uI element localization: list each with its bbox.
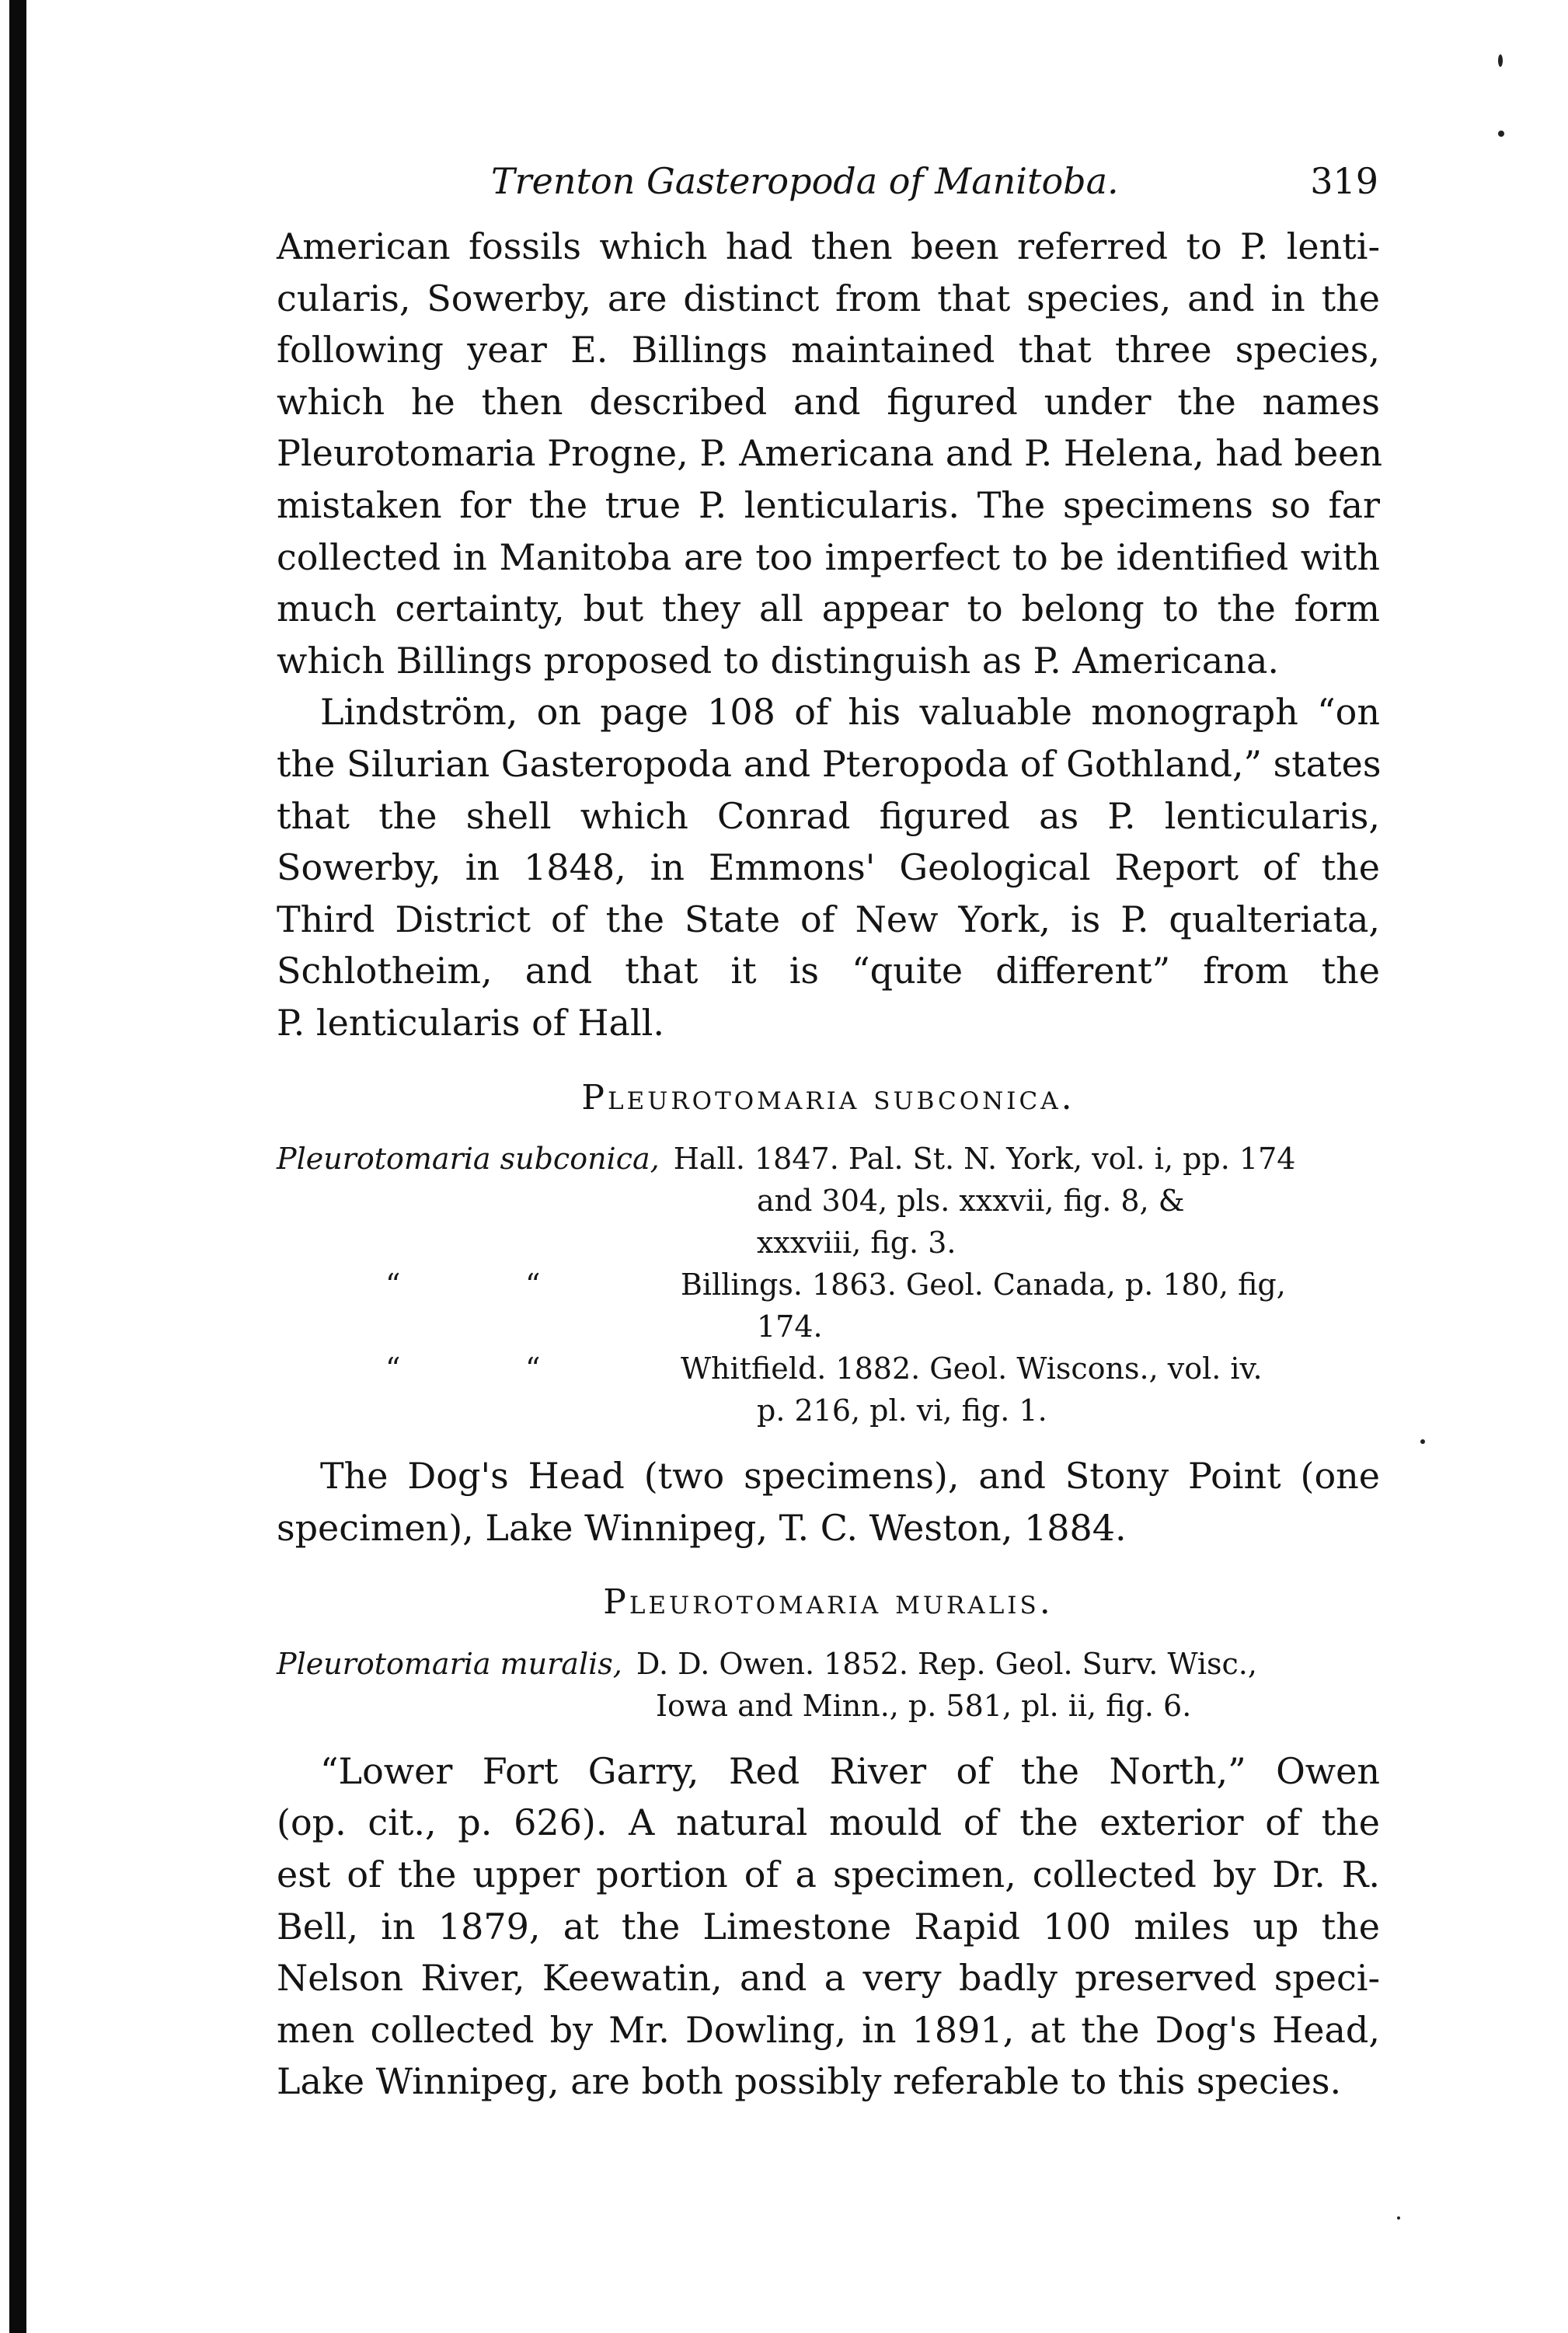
paragraph-subconica-locality	[277, 1450, 1380, 1554]
synonymy-continuation: xxxviii, fig. 3.	[757, 1226, 956, 1261]
species-heading-subconica: Pleurotomaria subconica.	[581, 1077, 1075, 1118]
text-line: est of the upper portion of a specimen, collected by Dr. R.	[277, 1853, 1380, 1896]
text-line: much certainty, but they all appear to belong to the form	[277, 588, 1380, 630]
text-line: men collected by Mr. Dowling, in 1891, at the Dog's Head,	[277, 2008, 1380, 2051]
synonymy-reference: Whitfield. 1882. Geol. Wiscons., vol. iv.	[681, 1351, 1263, 1386]
text-line: cularis, Sowerby, are distinct from that species, and in the	[277, 277, 1380, 319]
page-number: 319	[1310, 160, 1378, 202]
text-line: Lindström, on page 108 of his valuable monograph “on	[320, 691, 1380, 734]
synonymy-name: Pleurotomaria subconica,	[277, 1142, 660, 1177]
ditto-marks	[277, 1348, 681, 1390]
text-line: Third District of the State of New York, is P. qualteriata,	[277, 898, 1380, 940]
text-line: P. lenticularis of Hall.	[277, 1001, 665, 1044]
print-speck	[1420, 1439, 1425, 1444]
print-speck	[1498, 54, 1503, 67]
text-line: Nelson River, Keewatin, and a very badly preserved speci-	[277, 1957, 1380, 2000]
text-line: Schlotheim, and that it is “quite different” from the	[277, 950, 1380, 992]
paragraph-1	[277, 221, 1383, 686]
text-line: following year E. Billings maintained that three species,	[277, 329, 1380, 371]
synonymy-subconica	[277, 1138, 1380, 1432]
synonymy-muralis	[277, 1643, 1380, 1727]
species-heading-muralis: Pleurotomaria muralis.	[603, 1582, 1054, 1623]
text-line: which he then described and figured under the names	[277, 380, 1380, 423]
text-line: that the shell which Conrad figured as P. lenticularis,	[277, 794, 1380, 837]
synonymy-reference: Hall. 1847. Pal. St. N. York, vol. i, pp. 174	[673, 1142, 1296, 1177]
synonymy-reference: Billings. 1863. Geol. Canada, p. 180, fig,	[681, 1268, 1286, 1303]
ditto-mark: “	[525, 1351, 541, 1386]
print-speck	[1397, 2216, 1400, 2220]
text-line: collected in Manitoba are too imperfect to be identified with	[277, 535, 1380, 578]
synonymy-entry	[277, 1643, 1380, 1685]
synonymy-name: Pleurotomaria muralis,	[277, 1646, 622, 1681]
ditto-mark: “	[525, 1268, 541, 1303]
print-speck	[1498, 131, 1504, 137]
text-line: American fossils which had then been referred to P. lenti-	[277, 225, 1380, 267]
paragraph-2	[277, 686, 1380, 1048]
synonymy-reference: D. D. Owen. 1852. Rep. Geol. Surv. Wisc.,	[636, 1646, 1257, 1681]
book-page	[277, 155, 1383, 2108]
synonymy-entry	[277, 1138, 1380, 1180]
text-line: Sowerby, in 1848, in Emmons' Geological Report of the	[277, 846, 1380, 889]
ditto-mark: “	[385, 1268, 401, 1303]
text-line: mistaken for the true P. lenticularis. The specimens so far	[277, 483, 1380, 526]
ditto-mark: “	[385, 1351, 401, 1386]
synonymy-continuation: p. 216, pl. vi, fig. 1.	[757, 1393, 1047, 1428]
running-header	[277, 155, 1380, 207]
running-title: Trenton Gasteropoda of Manitoba.	[491, 160, 1119, 202]
text-line: Bell, in 1879, at the Limestone Rapid 100 miles up the	[277, 1905, 1380, 1948]
book-spine-shadow	[9, 0, 26, 2333]
text-line: which Billings proposed to distinguish as P. Americana.	[277, 639, 1280, 682]
text-line: specimen), Lake Winnipeg, T. C. Weston, 1884.	[277, 1506, 1127, 1549]
synonymy-continuation: Iowa and Minn., p. 581, pl. ii, fig. 6.	[656, 1688, 1192, 1723]
ditto-marks	[277, 1264, 681, 1306]
text-line: “Lower Fort Garry, Red River of the North,” Owen	[320, 1749, 1380, 1792]
synonymy-continuation: 174.	[757, 1309, 823, 1344]
text-line: The Dog's Head (two specimens), and Stony Point (one	[320, 1455, 1380, 1498]
synonymy-entry	[277, 1264, 1380, 1306]
text-line: Pleurotomaria Progne, P. Americana and P. Helena, had been	[277, 432, 1383, 475]
text-line: Lake Winnipeg, are both possibly referable to this species.	[277, 2060, 1342, 2103]
synonymy-entry	[277, 1348, 1380, 1390]
paragraph-muralis-locality	[277, 1745, 1380, 2108]
text-line: the Silurian Gasteropoda and Pteropoda of Gothland,” states	[277, 742, 1382, 785]
synonymy-continuation: and 304, pls. xxxvii, fig. 8, &	[757, 1184, 1185, 1219]
text-line: (op. cit., p. 626). A natural mould of the exterior of the	[277, 1801, 1380, 1844]
